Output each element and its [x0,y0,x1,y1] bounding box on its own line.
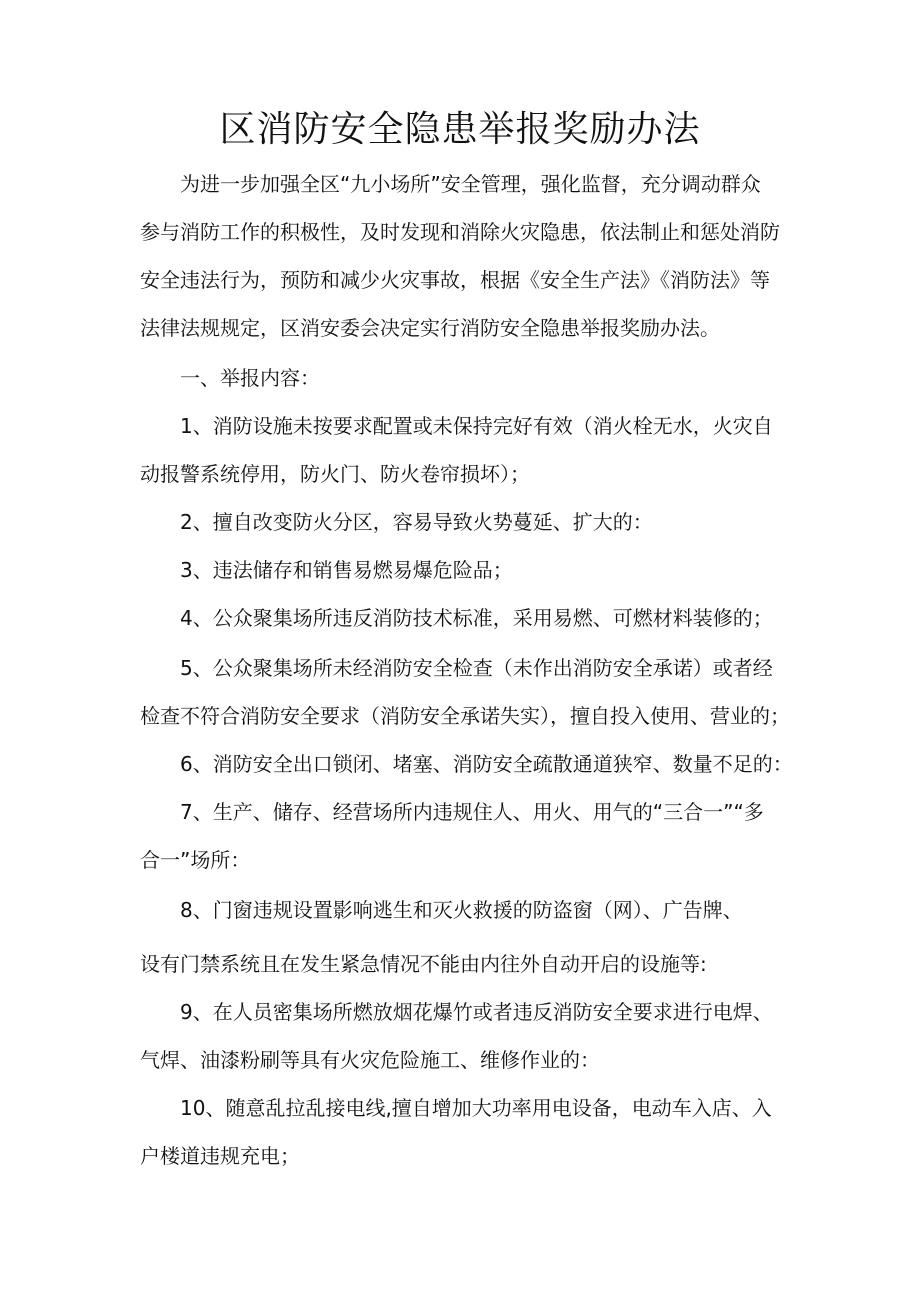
list-item-line: 2、擅自改变防火分区，容易导致火势蔓延、扩大的： [180,510,653,534]
list-item-line: 10、随意乱拉乱接电线,擅自增加大功率用电设备，电动车入店、入 [180,1096,772,1120]
paragraph-line: 安全违法行为，预防和减少火灾事故，根据《安全生产法》《消防法》等 [140,268,770,292]
list-item-line: 气焊、油漆粉刷等具有火灾危险施工、维修作业的： [140,1048,600,1072]
list-item-line: 设有门禁系统且在发生紧急情况不能由内往外自动开启的设施等: [140,952,707,976]
list-item-line: 6、消防安全出口锁闭、堵塞、消防安全疏散通道狭窄、数量不足的： [180,752,793,776]
list-item-line: 4、公众聚集场所违反消防技术标准，采用易燃、可燃材料装修的； [180,606,773,630]
paragraph-line: 参与消防工作的积极性，及时发现和消除火灾隐患，依法制止和惩处消防 [140,220,780,244]
list-item-line: 检查不符合消防安全要求（消防安全承诺失实），擅自投入使用、营业的； [140,704,790,728]
list-item-line: 户楼道违规充电； [140,1144,300,1168]
paragraph-line: 为进一步加强全区“九小场所”安全管理，强化监督，充分调动群众 [180,172,761,196]
list-item-line: 9、在人员密集场所燃放烟花爆竹或者违反消防安全要求进行电焊、 [180,1000,773,1024]
list-item-line: 1、消防设施未按要求配置或未保持完好有效（消火栓无水，火灾自 [180,414,773,438]
section-heading: 一、举报内容： [180,366,320,390]
list-item-line: 合一”场所： [140,848,251,872]
document-title: 区消防安全隐患举报奖励办法 [219,109,701,150]
list-item-line: 7、生产、储存、经营场所内违规住人、用火、用气的“三合一”“多 [180,800,764,824]
list-item-line: 8、门窗违规设置影响逃生和灭火救援的防盗窗（网）、广告牌、 [180,898,743,922]
list-item-line: 动报警系统停用，防火门、防火卷帘损坏）； [140,462,530,486]
paragraph-line: 法律法规规定，区消安委会决定实行消防安全隐患举报奖励办法。 [140,316,720,340]
list-item-line: 5、公众聚集场所未经消防安全检查（未作出消防安全承诺）或者经 [180,656,773,680]
list-item-line: 3、违法储存和销售易燃易爆危险品； [180,558,513,582]
